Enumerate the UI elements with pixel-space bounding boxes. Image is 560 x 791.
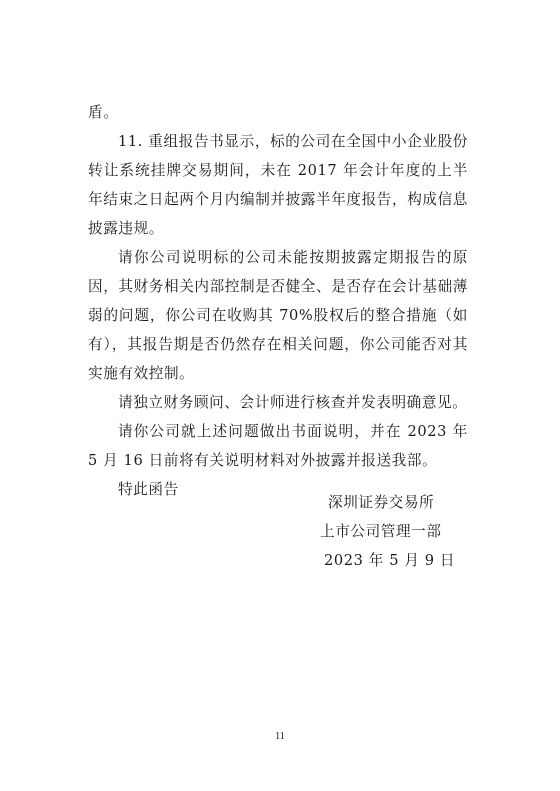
letter-body xyxy=(88,98,468,504)
page-number: 11 xyxy=(275,731,285,742)
paragraph-deadline: 请你公司就上述问题做出书面说明，并在 2023 年 5 月 16 日前将有关说明材料对外披露并报送我部。 xyxy=(88,423,468,469)
paragraph-continuation: 盾。 xyxy=(88,104,119,121)
signature-org: 深圳证券交易所 xyxy=(328,494,435,511)
paragraph-advisor-opinion: 请独立财务顾问、会计师进行核查并发表明确意见。 xyxy=(118,394,468,411)
paragraph-closing: 特此函告 xyxy=(118,481,179,498)
signature-dept: 上市公司管理一部 xyxy=(320,523,442,540)
paragraph-request-explanation: 请你公司说明标的公司未能按期披露定期报告的原因，其财务相关内部控制是否健全、是否存在会计基础薄弱的问题，你公司在收购其 70%股权后的整合措施（如有），其报告期是否仍然存在相关问题，你公司能否对其实施有效控制。 xyxy=(88,249,468,382)
signature-block xyxy=(320,488,480,575)
paragraph-item-11: 11. 重组报告书显示，标的公司在全国中小企业股份转让系统挂牌交易期间，未在 2017 年会计年度的上半年结束之日起两个月内编制并披露半年度报告，构成信息披露违规。 xyxy=(88,133,468,237)
signature-date: 2023 年 5 月 9 日 xyxy=(324,552,456,569)
